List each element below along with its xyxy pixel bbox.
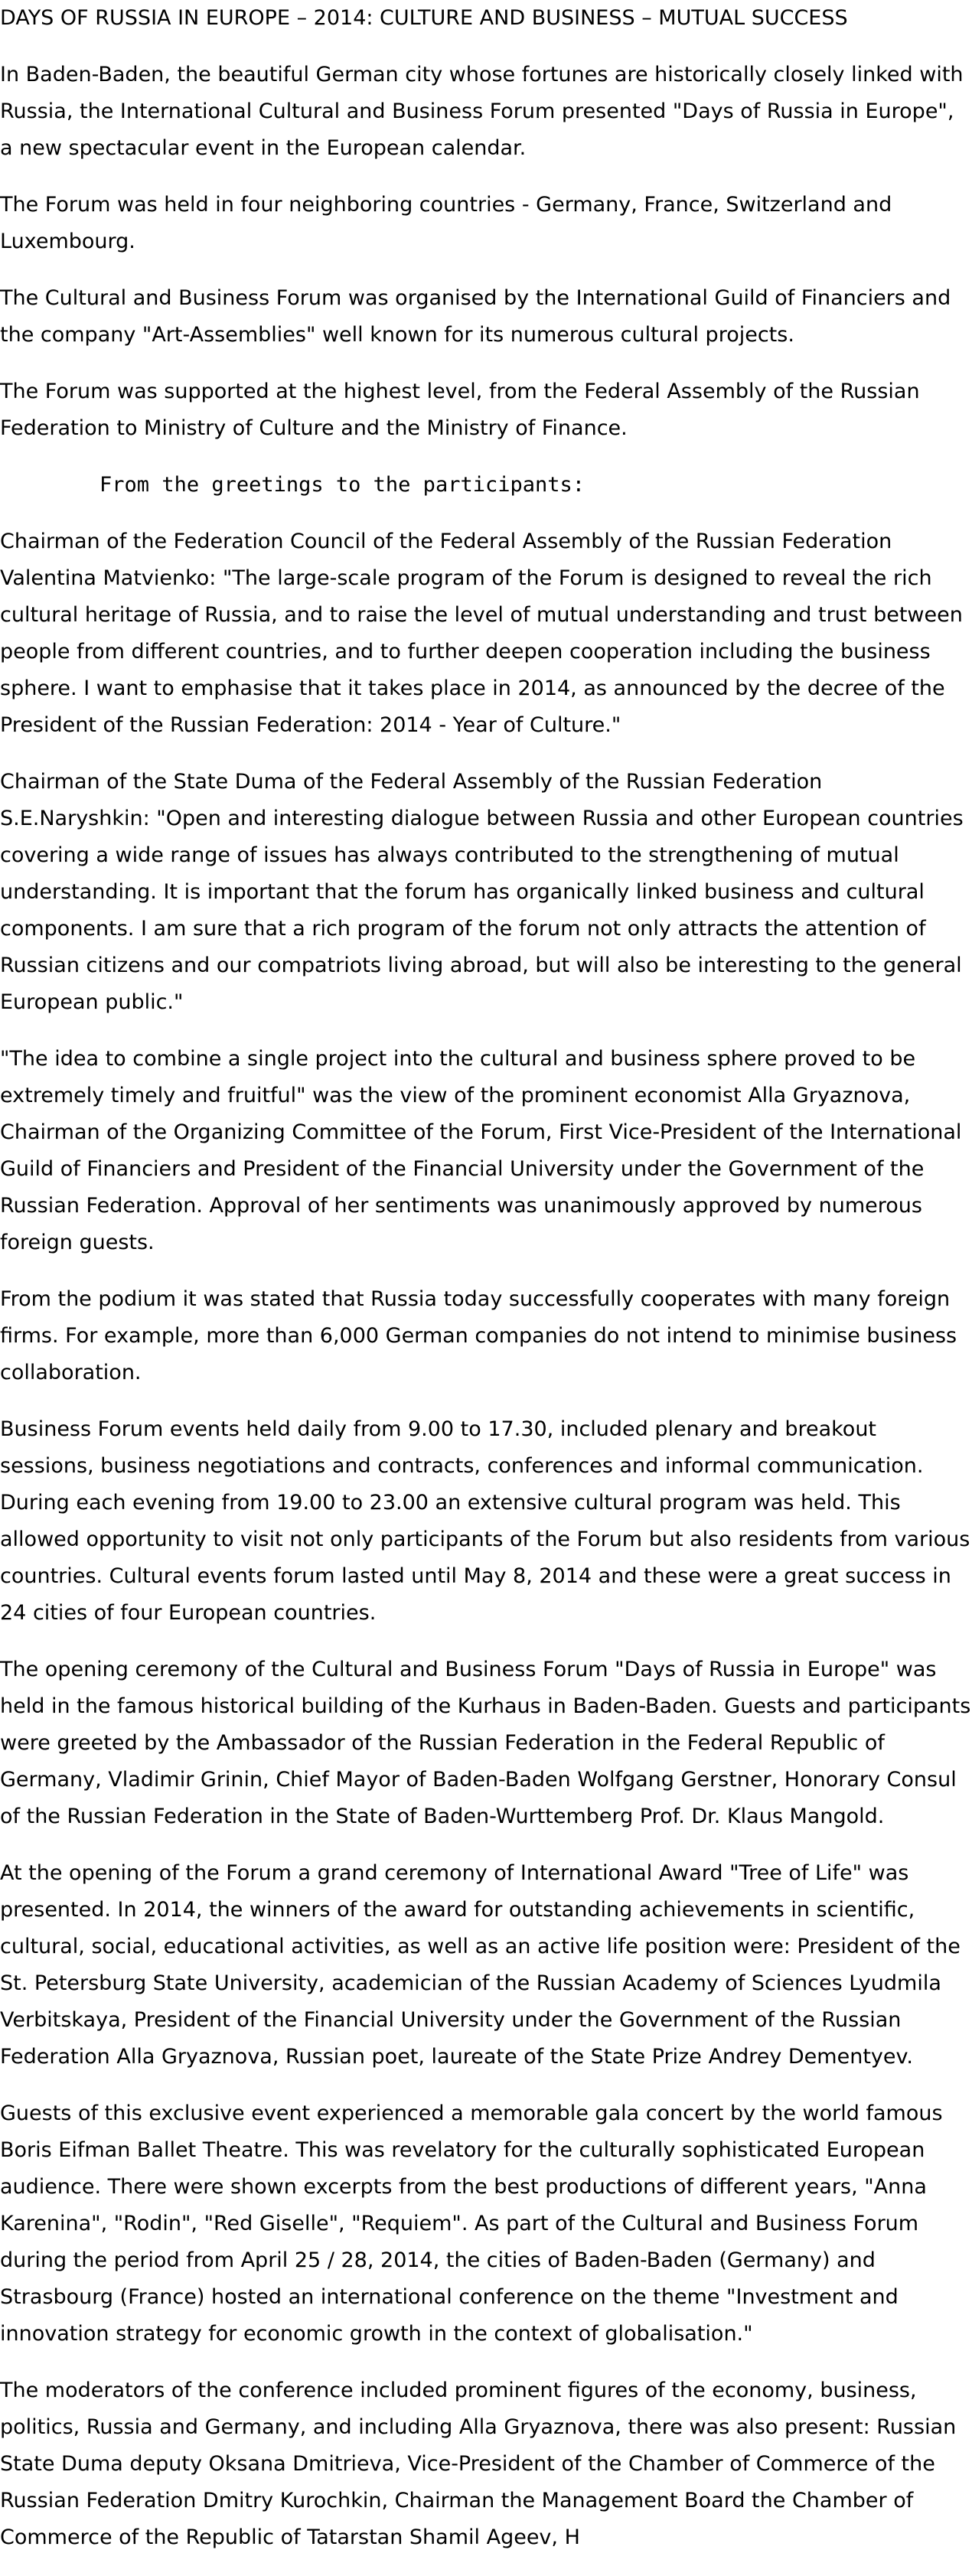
opening-ceremony-paragraph: The opening ceremony of the Cultural and Business Forum "Days of Russia in Europe" was held in the famous historical building of the Kurhaus in Baden-Baden. Guests and participants were greeted by the Ambassador of the Russian Federation in the Federal Republic of Germany, Vladimir Grinin, Chief Mayor of Baden-Baden Wolfgang Gerstner, Honorary Consul of the Russian Federation in the State of Baden-Wurttemberg Prof. Dr. Klaus Mangold. bbox=[0, 1658, 971, 1828]
schedule-paragraph: Business Forum events held daily from 9.00 to 17.30, included plenary and breakout sessions, business negotiations and contracts, conferences and informal communication. During each evening from 19.00 to 23.00 an extensive cultural program was held. This allowed opportunity to visit not only participants of the Forum but also residents from various countries. Cultural events forum lasted until May 8, 2014 and these were a great success in 24 cities of four European countries. bbox=[0, 1417, 970, 1625]
gala-concert-paragraph: Guests of this exclusive event experienced a memorable gala concert by the world famous Boris Eifman Ballet Theatre. This was revelatory for the culturally sophisticated European audience. There were shown excerpts from the best productions of different years, "Anna Karenina", "Rodin", "Red Giselle", "Requiem". As part of the Cultural and Business Forum during the period from April 25 / 28, 2014, the cities of Baden-Baden (Germany) and Strasbourg (France) hosted an international conference on the theme "Investment and innovation strategy for economic growth in the context of globalisation." bbox=[0, 2102, 943, 2346]
intro-paragraph: In Baden-Baden, the beautiful German city whose fortunes are historically closely linked with Russia, the International Cultural and Business Forum presented "Days of Russia in Europe", a new spectacular event in the European calendar. bbox=[0, 63, 964, 160]
moderators-paragraph: The moderators of the conference included prominent figures of the economy, business, politics, Russia and Germany, and including Alla Gryaznova, there was also present: Russian State Duma deputy Oksana Dmitrieva, Vice-President of the Chamber of Commerce of the Russian Federation Dmitry Kurochkin, Chairman the Management Board the Chamber of Commerce of the Republic of Tatarstan Shamil Ageev, H bbox=[0, 2379, 957, 2549]
greetings-heading: From the greetings to the participants: bbox=[0, 473, 585, 497]
cooperation-paragraph: From the podium it was stated that Russia today successfully cooperates with many foreign firms. For example, more than 6,000 German companies do not intend to minimise business collaboration. bbox=[0, 1287, 957, 1384]
support-paragraph: The Forum was supported at the highest level, from the Federal Assembly of the Russian Federation to Ministry of Culture and the Ministry of Finance. bbox=[0, 380, 920, 440]
organisers-paragraph: The Cultural and Business Forum was organised by the International Guild of Financiers and the company "Art-Assemblies" well known for its numerous cultural projects. bbox=[0, 286, 951, 347]
award-paragraph: At the opening of the Forum a grand ceremony of International Award "Tree of Life" was presented. In 2014, the winners of the award for outstanding achievements in scientific, cultural, social, educational activities, as well as an active life position were: President of the St. Petersburg State University, academician of the Russian Academy of Sciences Lyudmila Verbitskaya, President of the Financial University under the Government of the Russian Federation Alla Gryaznova, Russian poet, laureate of the State Prize Andrey Dementyev. bbox=[0, 1861, 961, 2069]
countries-paragraph: The Forum was held in four neighboring countries - Germany, France, Switzerland and Luxembourg. bbox=[0, 193, 892, 253]
greeting-naryshkin: Chairman of the State Duma of the Federal Assembly of the Russian Federation S.E.Naryshkin: "Open and interesting dialogue between Russia and other European countries covering a wide range of issues has always contributed to the strengthening of mutual understanding. It is important that the forum has organically linked business and cultural components. I am sure that a rich program of the forum not only attracts the attention of Russian citizens and our compatriots living abroad, but will also be interesting to the general European public." bbox=[0, 770, 964, 1014]
article-title: DAYS OF RUSSIA IN EUROPE – 2014: CULTURE AND BUSINESS – MUTUAL SUCCESS bbox=[0, 6, 848, 30]
gryaznova-paragraph: "The idea to combine a single project into the cultural and business sphere proved to be extremely timely and fruitful" was the view of the prominent economist Alla Gryaznova, Chairman of the Organizing Committee of the Forum, First Vice-President of the International Guild of Financiers and President of the Financial University under the Government of the Russian Federation. Approval of her sentiments was unanimously approved by numerous foreign guests. bbox=[0, 1047, 962, 1254]
greeting-matvienko: Chairman of the Federation Council of the Federal Assembly of the Russian Federation Valentina Matvienko: "The large-scale program of the Forum is designed to reveal the rich cultural heritage of Russia, and to raise the level of mutual understanding and trust between people from different countries, and to further deepen cooperation including the business sphere. I want to emphasise that it takes place in 2014, as announced by the decree of the President of the Russian Federation: 2014 - Year of Culture." bbox=[0, 530, 963, 737]
